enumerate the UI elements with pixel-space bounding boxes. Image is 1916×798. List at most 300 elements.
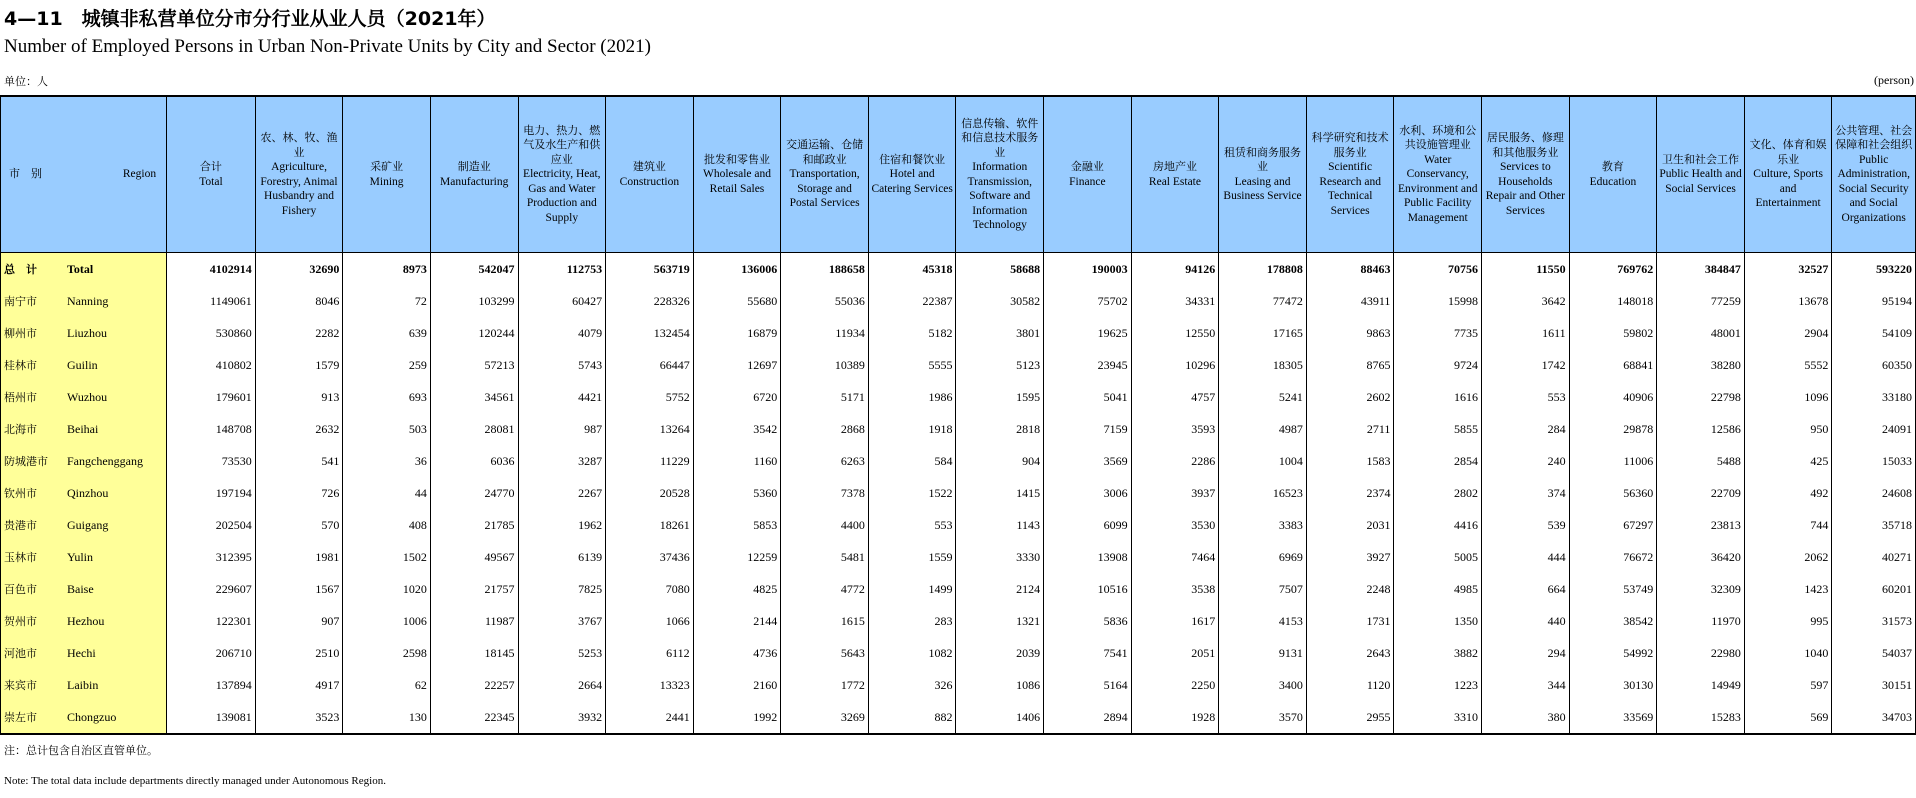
value-cell: 408	[343, 509, 431, 541]
value-cell: 23945	[1044, 349, 1132, 381]
value-cell: 1321	[956, 605, 1044, 637]
value-cell: 1567	[255, 573, 343, 605]
region-name-cn: 防城港市	[4, 455, 48, 468]
region-cell	[1, 701, 167, 734]
region-cell	[1, 445, 167, 477]
value-cell: 664	[1482, 573, 1570, 605]
value-cell: 60427	[518, 285, 606, 317]
value-cell: 32527	[1744, 253, 1832, 286]
value-cell: 77259	[1657, 285, 1745, 317]
value-cell: 11987	[430, 605, 518, 637]
region-name-en: Fangchenggang	[67, 454, 143, 468]
value-cell: 2894	[1044, 701, 1132, 734]
value-cell: 4416	[1394, 509, 1482, 541]
footnote-en: Note: The total data include departments directly managed under Autonomous Region.	[4, 775, 386, 787]
table-row	[1, 541, 1916, 573]
column-header-cn: 住宿和餐饮业	[879, 152, 946, 166]
value-cell: 29878	[1569, 413, 1657, 445]
value-cell: 570	[255, 509, 343, 541]
column-header-en: Leasing and Business Service	[1223, 175, 1302, 202]
column-header	[1832, 96, 1916, 253]
value-cell: 34703	[1832, 701, 1916, 734]
column-header	[167, 96, 256, 253]
value-cell: 1499	[868, 573, 956, 605]
column-header-en: Total	[199, 175, 223, 188]
region-name-cn: 柳州市	[4, 327, 37, 340]
column-header	[518, 96, 606, 253]
value-cell: 59802	[1569, 317, 1657, 349]
value-cell: 1423	[1744, 573, 1832, 605]
value-cell: 112753	[518, 253, 606, 286]
value-cell: 31573	[1832, 605, 1916, 637]
value-cell: 5643	[781, 637, 869, 669]
value-cell: 103299	[430, 285, 518, 317]
value-cell: 284	[1482, 413, 1570, 445]
column-header	[1306, 96, 1394, 253]
value-cell: 7825	[518, 573, 606, 605]
value-cell: 3937	[1131, 477, 1219, 509]
value-cell: 37436	[606, 541, 694, 573]
value-cell: 6969	[1219, 541, 1307, 573]
value-cell: 137894	[167, 669, 256, 701]
value-cell: 38280	[1657, 349, 1745, 381]
region-cell	[1, 477, 167, 509]
column-header-cn: 金融业	[1070, 160, 1104, 173]
value-cell: 2267	[518, 477, 606, 509]
value-cell: 5005	[1394, 541, 1482, 573]
value-cell: 9131	[1219, 637, 1307, 669]
value-cell: 136006	[693, 253, 781, 286]
value-cell: 57213	[430, 349, 518, 381]
value-cell: 45318	[868, 253, 956, 286]
value-cell: 190003	[1044, 253, 1132, 286]
value-cell: 5855	[1394, 413, 1482, 445]
value-cell: 440	[1482, 605, 1570, 637]
value-cell: 2868	[781, 413, 869, 445]
value-cell: 17165	[1219, 317, 1307, 349]
value-cell: 5853	[693, 509, 781, 541]
value-cell: 5743	[518, 349, 606, 381]
unit-label-cn: 单位：人	[4, 75, 48, 88]
value-cell: 24608	[1832, 477, 1916, 509]
value-cell: 7507	[1219, 573, 1307, 605]
value-cell: 1731	[1306, 605, 1394, 637]
value-cell: 6036	[430, 445, 518, 477]
value-cell: 3330	[956, 541, 1044, 573]
column-header-en: Culture, Sports and Entertainment	[1753, 168, 1823, 210]
column-header	[693, 96, 781, 253]
value-cell: 22980	[1657, 637, 1745, 669]
value-cell: 1350	[1394, 605, 1482, 637]
value-cell: 88463	[1306, 253, 1394, 286]
column-header-cn: 电力、热力、燃气及水生产和供应业	[523, 123, 601, 166]
value-cell: 639	[343, 317, 431, 349]
value-cell: 1406	[956, 701, 1044, 734]
value-cell: 53749	[1569, 573, 1657, 605]
column-header-cn: 水利、环境和公共设施管理业	[1399, 123, 1477, 152]
column-header	[956, 96, 1044, 253]
value-cell: 8973	[343, 253, 431, 286]
value-cell: 197194	[167, 477, 256, 509]
value-cell: 1223	[1394, 669, 1482, 701]
column-header-cn: 公共管理、社会保障和社会组织	[1835, 123, 1913, 152]
value-cell: 597	[1744, 669, 1832, 701]
value-cell: 3570	[1219, 701, 1307, 734]
region-name-en: Liuzhou	[67, 326, 107, 340]
column-header-en: Electricity, Heat, Gas and Water Production and Supply	[523, 168, 601, 224]
value-cell: 24091	[1832, 413, 1916, 445]
column-header-en: Construction	[619, 175, 680, 188]
value-cell: 19625	[1044, 317, 1132, 349]
value-cell: 5171	[781, 381, 869, 413]
value-cell: 1502	[343, 541, 431, 573]
value-cell: 15283	[1657, 701, 1745, 734]
value-cell: 229607	[167, 573, 256, 605]
value-cell: 2286	[1131, 445, 1219, 477]
region-column-header	[1, 96, 167, 253]
value-cell: 62	[343, 669, 431, 701]
region-cell	[1, 637, 167, 669]
column-header-en: Services to Households Repair and Other Services	[1485, 161, 1565, 217]
column-header-cn: 信息传输、软件和信息技术服务业	[961, 116, 1039, 159]
value-cell: 178808	[1219, 253, 1307, 286]
region-name-cn: 玉林市	[4, 551, 37, 564]
page-title-en: Number of Employed Persons in Urban Non-Private Units by City and Sector (2021)	[4, 36, 651, 57]
region-name-en: Total	[67, 262, 94, 276]
value-cell: 11550	[1482, 253, 1570, 286]
region-cell	[1, 285, 167, 317]
value-cell: 4985	[1394, 573, 1482, 605]
value-cell: 1143	[956, 509, 1044, 541]
column-header	[1394, 96, 1482, 253]
value-cell: 1772	[781, 669, 869, 701]
value-cell: 553	[1482, 381, 1570, 413]
value-cell: 380	[1482, 701, 1570, 734]
region-name-cn: 崇左市	[4, 711, 37, 724]
region-name-en: Wuzhou	[67, 390, 108, 404]
region-name-cn: 百色市	[4, 583, 37, 596]
value-cell: 2602	[1306, 381, 1394, 413]
value-cell: 882	[868, 701, 956, 734]
region-name-cn: 河池市	[4, 647, 37, 660]
value-cell: 3006	[1044, 477, 1132, 509]
value-cell: 13264	[606, 413, 694, 445]
value-cell: 3400	[1219, 669, 1307, 701]
value-cell: 1583	[1306, 445, 1394, 477]
value-cell: 94126	[1131, 253, 1219, 286]
value-cell: 44	[343, 477, 431, 509]
value-cell: 4079	[518, 317, 606, 349]
value-cell: 1149061	[167, 285, 256, 317]
value-cell: 1066	[606, 605, 694, 637]
column-header-en: Information Transmission, Software and Information Technology	[967, 161, 1032, 231]
value-cell: 1160	[693, 445, 781, 477]
column-header-en: Public Health and Social Services	[1659, 168, 1742, 195]
region-cell	[1, 317, 167, 349]
value-cell: 12586	[1657, 413, 1745, 445]
value-cell: 21757	[430, 573, 518, 605]
value-cell: 10389	[781, 349, 869, 381]
value-cell: 16879	[693, 317, 781, 349]
value-cell: 8046	[255, 285, 343, 317]
value-cell: 2711	[1306, 413, 1394, 445]
column-header-en: Mining	[369, 175, 404, 188]
value-cell: 48001	[1657, 317, 1745, 349]
value-cell: 228326	[606, 285, 694, 317]
value-cell: 5182	[868, 317, 956, 349]
value-cell: 24770	[430, 477, 518, 509]
value-cell: 35718	[1832, 509, 1916, 541]
region-cell	[1, 349, 167, 381]
column-header	[1657, 96, 1745, 253]
value-cell: 3542	[693, 413, 781, 445]
value-cell: 20528	[606, 477, 694, 509]
value-cell: 33180	[1832, 381, 1916, 413]
value-cell: 18145	[430, 637, 518, 669]
value-cell: 66447	[606, 349, 694, 381]
value-cell: 33569	[1569, 701, 1657, 734]
value-cell: 294	[1482, 637, 1570, 669]
value-cell: 7378	[781, 477, 869, 509]
value-cell: 21785	[430, 509, 518, 541]
value-cell: 1981	[255, 541, 343, 573]
value-cell: 2248	[1306, 573, 1394, 605]
value-cell: 12550	[1131, 317, 1219, 349]
table-row	[1, 317, 1916, 349]
value-cell: 5041	[1044, 381, 1132, 413]
region-name-cn: 来宾市	[4, 679, 37, 692]
region-cell	[1, 541, 167, 573]
value-cell: 5488	[1657, 445, 1745, 477]
value-cell: 32309	[1657, 573, 1745, 605]
value-cell: 206710	[167, 637, 256, 669]
region-name-en: Chongzuo	[67, 710, 117, 724]
value-cell: 541	[255, 445, 343, 477]
value-cell: 10516	[1044, 573, 1132, 605]
value-cell: 11934	[781, 317, 869, 349]
value-cell: 326	[868, 669, 956, 701]
column-header-cn: 房地产业	[1152, 160, 1197, 173]
region-cell	[1, 413, 167, 445]
value-cell: 1986	[868, 381, 956, 413]
value-cell: 60350	[1832, 349, 1916, 381]
value-cell: 744	[1744, 509, 1832, 541]
value-cell: 14949	[1657, 669, 1745, 701]
value-cell: 563719	[606, 253, 694, 286]
value-cell: 1918	[868, 413, 956, 445]
value-cell: 7159	[1044, 413, 1132, 445]
value-cell: 3569	[1044, 445, 1132, 477]
value-cell: 950	[1744, 413, 1832, 445]
value-cell: 1928	[1131, 701, 1219, 734]
value-cell: 7080	[606, 573, 694, 605]
value-cell: 410802	[167, 349, 256, 381]
value-cell: 2160	[693, 669, 781, 701]
table-row	[1, 381, 1916, 413]
value-cell: 5241	[1219, 381, 1307, 413]
column-header	[868, 96, 956, 253]
value-cell: 130	[343, 701, 431, 734]
value-cell: 43911	[1306, 285, 1394, 317]
value-cell: 2854	[1394, 445, 1482, 477]
value-cell: 5752	[606, 381, 694, 413]
value-cell: 132454	[606, 317, 694, 349]
value-cell: 2955	[1306, 701, 1394, 734]
table-row	[1, 413, 1916, 445]
column-header	[1482, 96, 1570, 253]
value-cell: 15998	[1394, 285, 1482, 317]
value-cell: 7735	[1394, 317, 1482, 349]
value-cell: 1120	[1306, 669, 1394, 701]
value-cell: 68841	[1569, 349, 1657, 381]
region-name-en: Hezhou	[67, 614, 105, 628]
value-cell: 5253	[518, 637, 606, 669]
column-header-cn: 制造业	[457, 160, 491, 173]
value-cell: 11229	[606, 445, 694, 477]
value-cell: 54109	[1832, 317, 1916, 349]
value-cell: 542047	[430, 253, 518, 286]
value-cell: 5552	[1744, 349, 1832, 381]
value-cell: 1415	[956, 477, 1044, 509]
column-header	[255, 96, 343, 253]
value-cell: 5123	[956, 349, 1044, 381]
value-cell: 188658	[781, 253, 869, 286]
column-header-cn: 交通运输、仓储和邮政业	[786, 138, 864, 166]
value-cell: 240	[1482, 445, 1570, 477]
value-cell: 13678	[1744, 285, 1832, 317]
value-cell: 6112	[606, 637, 694, 669]
value-cell: 1040	[1744, 637, 1832, 669]
region-name-en: Baise	[67, 582, 94, 596]
region-name-cn: 总 计	[4, 263, 37, 276]
region-name-cn: 南宁市	[4, 295, 37, 308]
value-cell: 120244	[430, 317, 518, 349]
column-header-cn: 农、林、牧、渔业	[260, 131, 338, 159]
region-name-en: Guilin	[67, 358, 98, 372]
value-cell: 492	[1744, 477, 1832, 509]
value-cell: 1082	[868, 637, 956, 669]
column-header-cn: 合计	[199, 160, 222, 173]
value-cell: 5836	[1044, 605, 1132, 637]
value-cell: 3287	[518, 445, 606, 477]
value-cell: 10296	[1131, 349, 1219, 381]
value-cell: 904	[956, 445, 1044, 477]
column-header-en: Hotel and Catering Services	[871, 168, 953, 195]
column-header-cn: 科学研究和技术服务业	[1311, 131, 1389, 159]
column-header	[343, 96, 431, 253]
value-cell: 54037	[1832, 637, 1916, 669]
value-cell: 3882	[1394, 637, 1482, 669]
region-cell	[1, 381, 167, 413]
value-cell: 2374	[1306, 477, 1394, 509]
value-cell: 3310	[1394, 701, 1482, 734]
value-cell: 4736	[693, 637, 781, 669]
value-cell: 1615	[781, 605, 869, 637]
table-row	[1, 445, 1916, 477]
column-header-cn: 卫生和社会工作	[1662, 152, 1740, 166]
value-cell: 503	[343, 413, 431, 445]
value-cell: 3642	[1482, 285, 1570, 317]
column-header	[1131, 96, 1219, 253]
value-cell: 12697	[693, 349, 781, 381]
value-cell: 1595	[956, 381, 1044, 413]
value-cell: 1611	[1482, 317, 1570, 349]
region-header-cn: 市 别	[9, 167, 42, 181]
value-cell: 384847	[1657, 253, 1745, 286]
column-header-cn: 采矿业	[370, 160, 404, 173]
value-cell: 15033	[1832, 445, 1916, 477]
value-cell: 76672	[1569, 541, 1657, 573]
region-name-cn: 贺州市	[4, 615, 37, 628]
value-cell: 4400	[781, 509, 869, 541]
value-cell: 148018	[1569, 285, 1657, 317]
value-cell: 2510	[255, 637, 343, 669]
employment-table	[0, 95, 1916, 735]
value-cell: 30582	[956, 285, 1044, 317]
region-cell	[1, 253, 167, 286]
value-cell: 5164	[1044, 669, 1132, 701]
table-row	[1, 573, 1916, 605]
header-row	[1, 96, 1916, 253]
value-cell: 4987	[1219, 413, 1307, 445]
value-cell: 4153	[1219, 605, 1307, 637]
value-cell: 30130	[1569, 669, 1657, 701]
value-cell: 6720	[693, 381, 781, 413]
table-row	[1, 349, 1916, 381]
column-header-cn: 建筑业	[632, 160, 666, 173]
value-cell: 5555	[868, 349, 956, 381]
value-cell: 312395	[167, 541, 256, 573]
value-cell: 23813	[1657, 509, 1745, 541]
value-cell: 16523	[1219, 477, 1307, 509]
region-name-en: Hechi	[67, 646, 96, 660]
value-cell: 3530	[1131, 509, 1219, 541]
value-cell: 49567	[430, 541, 518, 573]
value-cell: 22798	[1657, 381, 1745, 413]
value-cell: 283	[868, 605, 956, 637]
value-cell: 36420	[1657, 541, 1745, 573]
value-cell: 55036	[781, 285, 869, 317]
value-cell: 444	[1482, 541, 1570, 573]
value-cell: 55680	[693, 285, 781, 317]
value-cell: 6099	[1044, 509, 1132, 541]
region-cell	[1, 573, 167, 605]
value-cell: 11006	[1569, 445, 1657, 477]
page-title-cn: 4—11 城镇非私营单位分市分行业从业人员（2021年）	[4, 8, 496, 30]
value-cell: 425	[1744, 445, 1832, 477]
value-cell: 22257	[430, 669, 518, 701]
value-cell: 34561	[430, 381, 518, 413]
column-header-en: Education	[1589, 175, 1637, 188]
value-cell: 36	[343, 445, 431, 477]
value-cell: 259	[343, 349, 431, 381]
value-cell: 2632	[255, 413, 343, 445]
value-cell: 40271	[1832, 541, 1916, 573]
column-header-en: Water Conservancy, Environment and Public Facility Management	[1397, 153, 1478, 224]
value-cell: 95194	[1832, 285, 1916, 317]
value-cell: 913	[255, 381, 343, 413]
value-cell: 9863	[1306, 317, 1394, 349]
region-name-en: Laibin	[67, 678, 99, 692]
value-cell: 139081	[167, 701, 256, 734]
column-header	[1044, 96, 1132, 253]
column-header	[1219, 96, 1307, 253]
value-cell: 569	[1744, 701, 1832, 734]
value-cell: 1522	[868, 477, 956, 509]
value-cell: 2441	[606, 701, 694, 734]
value-cell: 1004	[1219, 445, 1307, 477]
value-cell: 179601	[167, 381, 256, 413]
